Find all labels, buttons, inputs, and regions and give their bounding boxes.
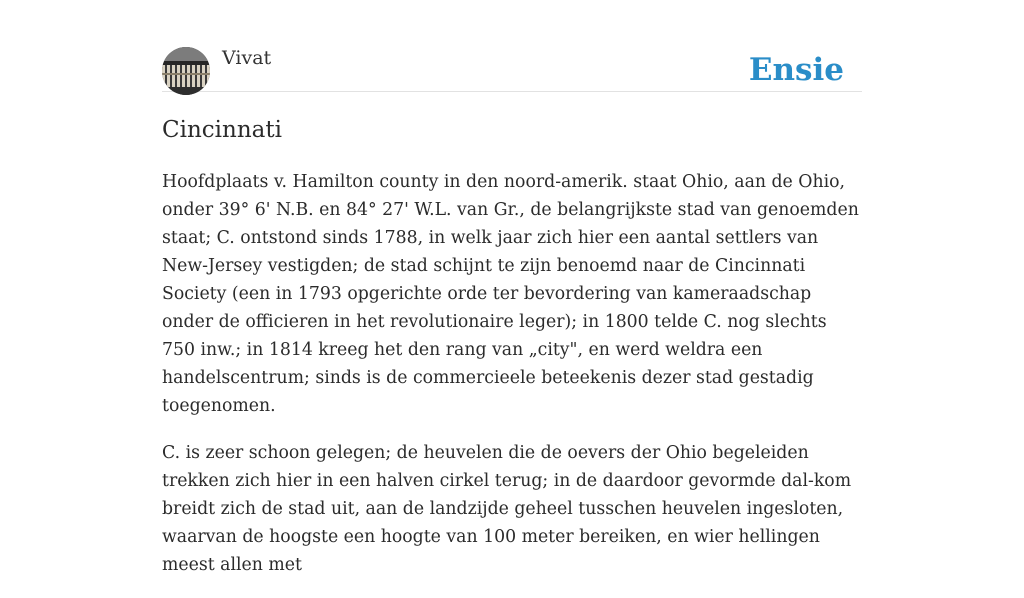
article-page: [162, 0, 862, 575]
article-body: [162, 168, 862, 598]
avatar[interactable]: [162, 47, 210, 95]
article-paragraph: C. is zeer schoon gelegen; de heuvelen die de oevers der Ohio begeleiden trekken zich hier in een halven cirkel terug; in de daardoor gevormde dal-kom breidt zich de stad uit, aan de landzijde geheel tusschen heuvelen ingesloten, waarvan de hoogste een hoogte van 100 meter bereiken, en wier hellingen meest allen met: [162, 443, 852, 575]
page-header: [162, 0, 862, 92]
site-logo[interactable]: Ensie: [748, 52, 844, 88]
page-title: Cincinnati: [162, 117, 282, 143]
book-spines-avatar-icon: [162, 47, 210, 95]
article-paragraph: Hoofdplaats v. Hamilton county in den noord-amerik. staat Ohio, aan de Ohio, onder 39° 6' N.B. en 84° 27' W.L. van Gr., de belangrijkste stad van genoemden staat; C. ontstond sinds 1788, in welk jaar zich hier een aantal settlers van New-Jersey vestigden; de stad schijnt te zijn benoemd naar de Cincinnati Society (een in 1793 opgerichte orde ter bevordering van kameraadschap onder de officieren in het revolutionaire leger); in 1800 telde C. nog slechts 750 inw.; in 1814 kreeg het den rang van „city", en werd weldra een handelscentrum; sinds is de commercieele beteekenis dezer stad gestadig toegenomen.: [162, 172, 859, 416]
author-name[interactable]: Vivat: [222, 47, 272, 69]
